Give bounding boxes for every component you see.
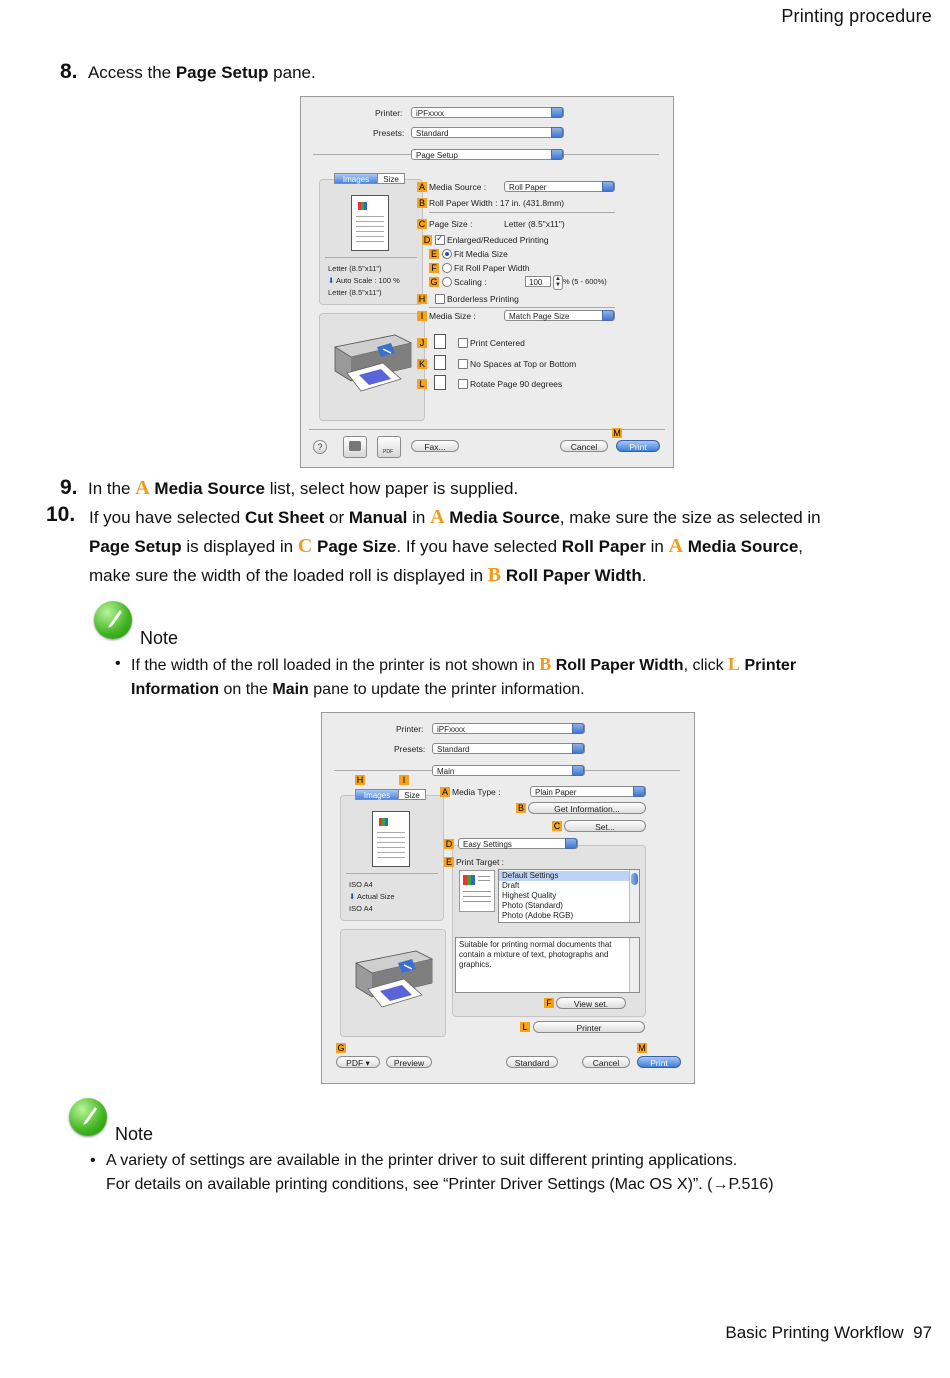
callout-letter: C	[297, 535, 313, 557]
text: , click	[683, 657, 729, 674]
fit-roll-radio[interactable]	[442, 263, 452, 273]
borderless-checkbox[interactable]	[435, 294, 445, 304]
scaling-stepper[interactable]: ▲ ▼	[553, 275, 563, 290]
bold-text: Cut Sheet	[244, 508, 325, 527]
pdf-text: PDF	[383, 449, 393, 455]
callout-letter: L	[728, 654, 741, 674]
view-set-button[interactable]: View set.	[556, 997, 626, 1009]
page-preview-thumbnail	[372, 811, 410, 867]
text: Access the	[87, 63, 176, 82]
list-item[interactable]: Photo (Standard)	[502, 901, 563, 910]
presets-popup[interactable]: Standard	[432, 743, 585, 754]
text: on the	[219, 681, 273, 698]
scaling-range: % (5 - 600%)	[563, 277, 607, 286]
marker-C: C	[418, 219, 426, 229]
pdf-button[interactable]: PDF ▾	[336, 1056, 380, 1068]
enlarged-label: Enlarged/Reduced Printing	[447, 235, 549, 245]
marker-H: H	[418, 294, 426, 304]
fit-media-label: Fit Media Size	[454, 249, 508, 259]
easy-settings-popup[interactable]: Easy Settings	[458, 838, 578, 849]
bold-text: Roll Paper Width	[555, 657, 684, 674]
callout-letter: A	[135, 477, 150, 499]
marker-K: K	[418, 359, 425, 369]
media-size-label: Media Size :	[429, 311, 476, 321]
target-list-items	[502, 871, 573, 921]
cancel-button[interactable]: Cancel	[582, 1056, 630, 1068]
text: If the width of the roll loaded in the printer is not shown in	[131, 657, 540, 674]
media-type-label: Media Type :	[452, 787, 501, 797]
get-information-button[interactable]: Get Information...	[528, 802, 646, 814]
text: in	[407, 508, 431, 527]
rotate-icon	[434, 375, 446, 390]
preview-graphic	[463, 875, 475, 885]
footer-section: Basic Printing Workflow	[725, 1323, 904, 1342]
printer-icon	[325, 327, 417, 397]
scaling-input[interactable]: 100	[525, 276, 551, 287]
text: or	[324, 508, 349, 527]
step-number: 10.	[46, 503, 76, 526]
note-icon	[94, 601, 132, 639]
bold-text: Main	[272, 681, 309, 698]
tab-images[interactable]: Images	[334, 173, 378, 184]
text: make sure the width of the loaded roll is displayed in	[89, 566, 488, 585]
bold-text: Roll Paper Width	[505, 566, 642, 585]
description-text: Suitable for printing normal documents that contain a mixture of text, photographs and graphics.	[459, 940, 612, 969]
tab-size[interactable]: Size	[377, 173, 405, 184]
arrow-down-icon: ⬇	[349, 892, 356, 901]
marker-M: M	[613, 428, 621, 438]
marker-I: I	[399, 775, 409, 785]
text: . If you have selected	[396, 537, 562, 556]
divider	[325, 257, 417, 258]
marker-E: E	[430, 249, 437, 259]
label-text: Roll Paper Width :	[429, 198, 498, 208]
print-centered-label: Print Centered	[470, 338, 525, 348]
text: ,	[798, 537, 804, 556]
text-line	[377, 832, 405, 833]
note-icon	[69, 1098, 107, 1136]
thumb-scale	[328, 276, 400, 285]
bold-text: Page Setup	[175, 63, 269, 82]
marker-F: F	[544, 998, 554, 1008]
bold-text: Media Source	[687, 537, 799, 556]
bold-text: Media Source	[154, 479, 265, 498]
roll-width-value: 17 in. (431.8mm)	[499, 198, 565, 208]
note-1-text	[131, 652, 891, 702]
text-line	[356, 216, 384, 217]
description-box	[455, 937, 640, 993]
note-label: Note	[140, 628, 179, 648]
bold-text: Information	[131, 681, 219, 698]
bold-text: Page Size	[317, 537, 397, 556]
callout-letter: B	[539, 654, 552, 674]
bold-text: Page Setup	[89, 537, 182, 556]
tab-size[interactable]: Size	[398, 789, 426, 800]
text-line	[356, 226, 384, 227]
scale-text: Auto Scale : 100 %	[335, 276, 400, 285]
print-centered-icon	[434, 334, 446, 349]
divider	[346, 873, 438, 874]
cancel-button[interactable]: Cancel	[560, 440, 608, 452]
printer-popup[interactable]: iPFxxxx	[411, 107, 564, 118]
list-item[interactable]: Highest Quality	[502, 891, 557, 900]
scale-text: Actual Size	[356, 892, 395, 901]
pane-popup[interactable]: Main	[432, 765, 585, 776]
help-button[interactable]: ?	[313, 440, 327, 454]
text-line	[377, 852, 405, 853]
step-10-number	[46, 503, 75, 527]
scaling-radio[interactable]	[442, 277, 452, 287]
thumb-output-size: ISO A4	[349, 904, 373, 913]
scrollbar-thumb[interactable]	[631, 873, 638, 885]
text: pane to update the printer information.	[308, 681, 585, 698]
preview-line	[463, 901, 491, 902]
preview-line	[478, 880, 490, 881]
preview-line	[478, 876, 490, 877]
text: pane.	[268, 63, 316, 82]
marker-A: A	[441, 787, 448, 797]
text-line	[356, 221, 384, 222]
set-button[interactable]: Set...	[564, 820, 646, 832]
printer-icon	[346, 943, 438, 1013]
thumbnail-graphic	[358, 202, 367, 210]
bold-text: Media Source	[449, 508, 560, 527]
note-bullet: •	[115, 655, 121, 672]
text: .	[641, 566, 647, 585]
marker-D: D	[423, 235, 431, 245]
rotate-label: Rotate Page 90 degrees	[470, 379, 563, 389]
step-10-text	[89, 503, 919, 590]
marker-M: M	[638, 1043, 646, 1053]
media-source-popup[interactable]: Roll Paper	[504, 181, 615, 192]
divider	[429, 212, 615, 213]
text-line	[377, 857, 405, 858]
printer-label: Printer:	[396, 724, 424, 734]
text: is displayed in	[181, 537, 298, 556]
text-line	[377, 837, 405, 838]
printer-button[interactable]: Printer	[533, 1021, 645, 1033]
text-line	[356, 231, 384, 232]
bold-text: Roll Paper	[561, 537, 646, 556]
note-label: Note	[115, 1124, 154, 1144]
list-item[interactable]: Default Settings	[502, 871, 559, 880]
printer-popup[interactable]: iPFxxxx	[432, 723, 585, 734]
bold-text: Manual	[348, 508, 408, 527]
roll-width-label	[429, 198, 564, 208]
marker-I: I	[417, 311, 427, 321]
marker-H: H	[356, 775, 364, 785]
presets-label: Presets:	[373, 128, 405, 138]
step-number: 9.	[60, 476, 78, 499]
list-item[interactable]: Draft	[502, 881, 520, 890]
page-preview-thumbnail	[351, 195, 389, 251]
note-line: A variety of settings are available in the printer driver to suit different printing applications.	[106, 1152, 738, 1169]
fax-button[interactable]: Fax...	[411, 440, 459, 452]
marker-G: G	[337, 1043, 345, 1053]
preview-line	[463, 891, 491, 892]
page-size-label: Page Size :	[429, 219, 473, 229]
bold-text: Printer	[744, 657, 797, 674]
page-number: 97	[913, 1323, 932, 1342]
note-line-with-link[interactable]: For details on available printing conditions, see “Printer Driver Settings (Mac OS X)”. (→P.516)	[106, 1176, 774, 1193]
print-target-label: Print Target :	[456, 857, 505, 867]
marker-E: E	[445, 857, 452, 867]
divider	[429, 307, 615, 308]
standard-button[interactable]: Standard	[506, 1056, 558, 1068]
thumb-output-size: Letter (8.5"x11")	[328, 288, 382, 297]
pdf-icon-button[interactable]	[377, 436, 401, 458]
utility-icon-button[interactable]	[343, 436, 367, 458]
marker-A: A	[418, 182, 425, 192]
print-button[interactable]: Print	[616, 440, 660, 452]
presets-popup[interactable]: Standard	[411, 127, 564, 138]
scrollbar[interactable]	[629, 938, 639, 992]
step-number: 8.	[60, 60, 78, 83]
page-setup-dialog-screenshot	[300, 96, 674, 468]
list-item[interactable]: Photo (Adobe RGB)	[502, 911, 574, 920]
callout-letter: A	[430, 506, 445, 528]
fit-roll-label: Fit Roll Paper Width	[454, 263, 530, 273]
step-9	[60, 474, 518, 503]
presets-label: Presets:	[394, 744, 426, 754]
print-target-list[interactable]	[498, 869, 640, 923]
text: If you have selected	[89, 508, 245, 527]
marker-D: D	[445, 839, 453, 849]
enlarged-checkbox[interactable]	[435, 235, 445, 245]
text: list, select how paper is supplied.	[264, 479, 519, 498]
marker-C: C	[553, 821, 561, 831]
main-dialog-screenshot	[321, 712, 695, 1084]
text-line	[356, 241, 384, 242]
note-2-text	[106, 1149, 926, 1197]
note-bullet: •	[90, 1152, 96, 1169]
marker-L: L	[417, 379, 427, 389]
rotate-checkbox[interactable]	[458, 379, 468, 389]
no-spaces-icon	[434, 355, 446, 370]
step-text	[88, 479, 518, 498]
borderless-label: Borderless Printing	[447, 294, 519, 304]
marker-J: J	[417, 338, 427, 348]
thumb-paper-size: Letter (8.5"x11")	[328, 264, 382, 273]
marker-G: G	[430, 277, 438, 287]
print-button[interactable]: Print	[637, 1056, 681, 1068]
page-size-value: Letter (8.5"x11")	[504, 219, 565, 229]
scaling-label: Scaling :	[454, 277, 487, 287]
running-footer	[725, 1323, 932, 1343]
step-text	[88, 63, 316, 82]
thumb-paper-size: ISO A4	[349, 880, 373, 889]
step-8	[60, 58, 316, 87]
text: In the	[87, 479, 136, 498]
media-size-popup[interactable]: Match Page Size	[504, 310, 615, 321]
printer-label: Printer:	[375, 108, 403, 118]
tab-images[interactable]: Images	[355, 789, 399, 800]
text: in	[645, 537, 669, 556]
text-line	[377, 842, 405, 843]
callout-letter: B	[487, 564, 502, 586]
print-target-preview-icon	[459, 870, 495, 912]
arrow-down-icon: ⬇	[328, 276, 335, 285]
media-source-label: Media Source :	[429, 182, 487, 192]
marker-L: L	[520, 1022, 530, 1032]
fit-media-radio[interactable]	[442, 249, 452, 259]
text-line	[356, 236, 384, 237]
preview-line	[463, 896, 491, 897]
thumb-scale	[349, 892, 395, 901]
text-line	[377, 847, 405, 848]
preview-button[interactable]: Preview	[386, 1056, 432, 1068]
media-type-popup[interactable]: Plain Paper	[530, 786, 646, 797]
scrollbar[interactable]	[629, 870, 639, 922]
pane-popup[interactable]: Page Setup	[411, 149, 564, 160]
marker-F: F	[429, 263, 439, 273]
no-spaces-label: No Spaces at Top or Bottom	[470, 359, 577, 369]
no-spaces-checkbox[interactable]	[458, 359, 468, 369]
thumbnail-graphic	[379, 818, 388, 826]
callout-letter: A	[668, 535, 684, 557]
running-header: Printing procedure	[781, 6, 932, 26]
text: , make sure the size as selected in	[559, 508, 821, 527]
marker-B: B	[418, 198, 425, 208]
marker-B: B	[517, 803, 524, 813]
print-centered-checkbox[interactable]	[458, 338, 468, 348]
